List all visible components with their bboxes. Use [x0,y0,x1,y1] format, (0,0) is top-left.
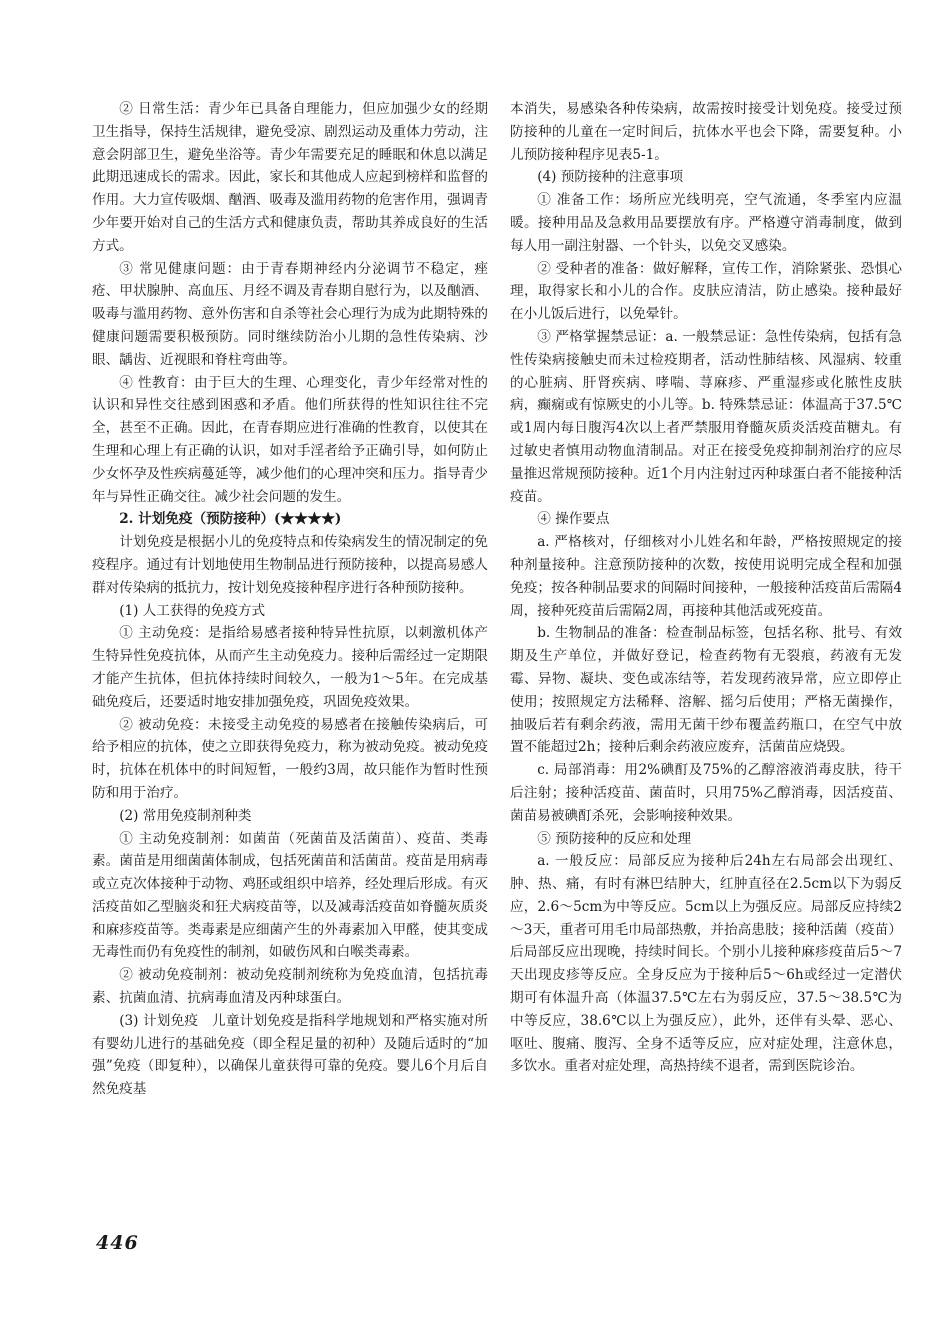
left-column [92,98,488,1101]
subheading-operation-points: ④ 操作要点 [537,511,610,528]
paragraph-recipient-preparation: ② 受种者的准备：做好解释，宣传工作，消除紧张、恐惧心理，取得家长和小儿的合作。皮肤应清洁，防止感染。接种最好在小儿饭后进行，以免晕针。 [510,260,902,323]
page-number: 446 [96,1232,139,1254]
paragraph-continuation: 本消失，易感染各种传染病，故需按时接受计划免疫。接受过预防接种的儿童在一定时间后，抗体水平也会下降，需要复种。小儿预防接种程序见表5-1。 [510,101,902,163]
paragraph-passive-immunity: ② 被动免疫：未接受主动免疫的易感者在接触传染病后，可给予相应的抗体，使之立即获得免疫力，称为被动免疫。被动免疫时，抗体在机体中的时间短暂，一般约3周，故只能作为暂时性预防和用于治疗。 [92,716,488,801]
subheading-artificial-immunity: (1) 人工获得的免疫方式 [119,602,266,619]
paragraph-immunization-intro: 计划免疫是根据小儿的免疫特点和传染病发生的情况制定的免疫程序。通过有计划地使用生物制品进行预防接种，以提高易感人群对传染病的抵抗力，按计划免疫接种程序进行各种预防接种。 [92,534,488,596]
paragraph-contraindications: ③ 严格掌握禁忌证：a. 一般禁忌证：急性传染病，包括有急性传染病接触史而未过检疫期者，活动性肺结核、风湿病、较重的心脏病、肝肾疾病、哮喘、荨麻疹、严重湿疹或化脓性皮肤病，癫痫或有惊厥史的小儿等。b. 特殊禁忌证：体温高于37.5℃或1周内每日腹泻4次以上者严禁服用脊髓灰质炎活疫苗糖丸。有过敏史者慎用动物血清制品。对正在接受免疫抑制剂治疗的应尽量推迟常规预防接种。近1个月内注射过丙种球蛋白者不能接种活疫苗。 [510,328,902,505]
paragraph-general-reactions: a. 一般反应：局部反应为接种后24h左右局部会出现红、肿、热、痛，有时有淋巴结肿大，红肿直径在2.5cm以下为弱反应，2.6～5cm为中等反应。5cm以上为强反应。局部反应持续2～3天，重者可用毛巾局部热敷，并抬高患肢；接种活菌（疫苗）后局部反应出现晚，持续时间长。个别小儿接种麻疹疫苗后5～7天出现皮疹等反应。全身反应为于接种后5～6h或经过一定潜伏期可有体温升高（体温37.5℃左右为弱反应，37.5～38.5℃为中等反应，38.6℃以上为强反应），此外，还伴有头晕、恶心、呕吐、腹痛、腹泻、全身不适等反应，应对症处理，注意休息，多饮水。重者对症处理，高热持续不退者，需到医院诊治。 [510,853,902,1075]
paragraph-planned-immunization: (3) 计划免疫 儿童计划免疫是指科学地规划和严格实施对所有婴幼儿进行的基础免疫（即全程足量的初种）及随后适时的“加强”免疫（即复种），以确保儿童获得可靠的免疫。婴儿6个月后自然免疫基 [92,1012,488,1098]
subheading-reactions: ⑤ 预防接种的反应和处理 [537,830,692,847]
paragraph-preparation: ① 准备工作：场所应光线明亮，空气流通，冬季室内应温暖。接种用品及急救用品要摆放有序。严格遵守消毒制度，做到每人用一副注射器、一个针头，以免交叉感染。 [510,192,902,254]
right-column [510,98,902,1078]
paragraph-passive-agents: ② 被动免疫制剂：被动免疫制剂统称为免疫血清，包括抗毒素、抗菌血清、抗病毒血清及丙种球蛋白。 [92,967,488,1007]
subheading-precautions: (4) 预防接种的注意事项 [537,169,684,186]
paragraph-active-immunity: ① 主动免疫：是指给易感者接种特异性抗原，以刺激机体产生特异性免疫抗体，从而产生主动免疫力。接种后需经过一定期限才能产生抗体，但抗体持续时间较久，一般为1～5年。在完成基础免疫后，还要适时地安排加强免疫，巩固免疫效果。 [92,625,488,710]
paragraph-biologics-prep: b. 生物制品的准备：检查制品标签，包括名称、批号、有效期及生产单位，并做好登记，检查药物有无裂痕，药液有无发霉、异物、凝块、变色或冻结等，若发现药液异常，应立即停止使用；按照规定方法稀释、溶解、摇匀后使用；严格无菌操作，抽吸后若有剩余药液，需用无菌干纱布覆盖药瓶口，在空气中放置不能超过2h；接种后剩余药液应废弃，活菌苗应烧毁。 [510,625,902,756]
paragraph-verification: a. 严格核对，仔细核对小儿姓名和年龄，严格按照规定的接种剂量接种。注意预防接种的次数，按使用说明完成全程和加强免疫；按各种制品要求的间隔时间接种，一般接种活疫苗后需隔4周，接种死疫苗后需隔2周，再接种其他活或死疫苗。 [510,534,902,619]
paragraph-daily-life: ② 日常生活：青少年已具备自理能力，但应加强少女的经期卫生指导，保持生活规律，避免受凉、剧烈运动及重体力劳动，注意会阴部卫生，避免坐浴等。青少年需要充足的睡眠和休息以满足此期迅速成长的需求。因此，家长和其他成人应起到榜样和监督的作用。大力宣传吸烟、酗酒、吸毒及滥用药物的危害作用，强调青少年要开始对自己的生活方式和健康负责，帮助其养成良好的生活方式。 [92,101,488,254]
section-heading-immunization: 2. 计划免疫（预防接种）(★★★★) [119,511,342,528]
paragraph-active-agents: ① 主动免疫制剂：如菌苗（死菌苗及活菌苗）、疫苗、类毒素。菌苗是用细菌菌体制成，包括死菌苗和活菌苗。疫苗是用病毒或立克次体接种于动物、鸡胚或组织中培养，经处理后形成。有灭活疫苗如乙型脑炎和狂犬病疫苗等，以及减毒活疫苗如脊髓灰质炎和麻疹疫苗等。类毒素是应细菌产生的外毒素加入甲醛，使其变成无毒性而仍有免疫性的制剂，如破伤风和白喉类毒素。 [92,830,488,961]
paragraph-sex-education: ④ 性教育：由于巨大的生理、心理变化，青少年经常对性的认识和异性交往感到困惑和矛盾。他们所获得的性知识往往不完全，甚至不正确。因此，在青春期应进行准确的性教育，以使其在生理和心理上有正确的认识，如对手淫者给予正确引导，如何防止少女怀孕及性疾病蔓延等，减少他们的心理冲突和压力。指导青少年与异性正确交往。减少社会问题的发生。 [92,374,488,505]
paragraph-health-problems: ③ 常见健康问题：由于青春期神经内分泌调节不稳定，痤疮、甲状腺肿、高血压、月经不调及青春期自慰行为，以及酗酒、吸毒与滥用药物、意外伤害和自杀等社会心理行为成为此期特殊的健康问题需要积极预防。同时继续防治小儿期的急性传染病、沙眼、龋齿、近视眼和脊柱弯曲等。 [92,260,488,368]
subheading-vaccine-types: (2) 常用免疫制剂种类 [119,807,252,824]
paragraph-local-disinfection: c. 局部消毒：用2%碘酊及75%的乙醇溶液消毒皮肤，待干后注射；接种活疫苗、菌苗时，只用75%乙醇消毒，因活疫苗、菌苗易被碘酊杀死，会影响接种效果。 [510,762,902,824]
